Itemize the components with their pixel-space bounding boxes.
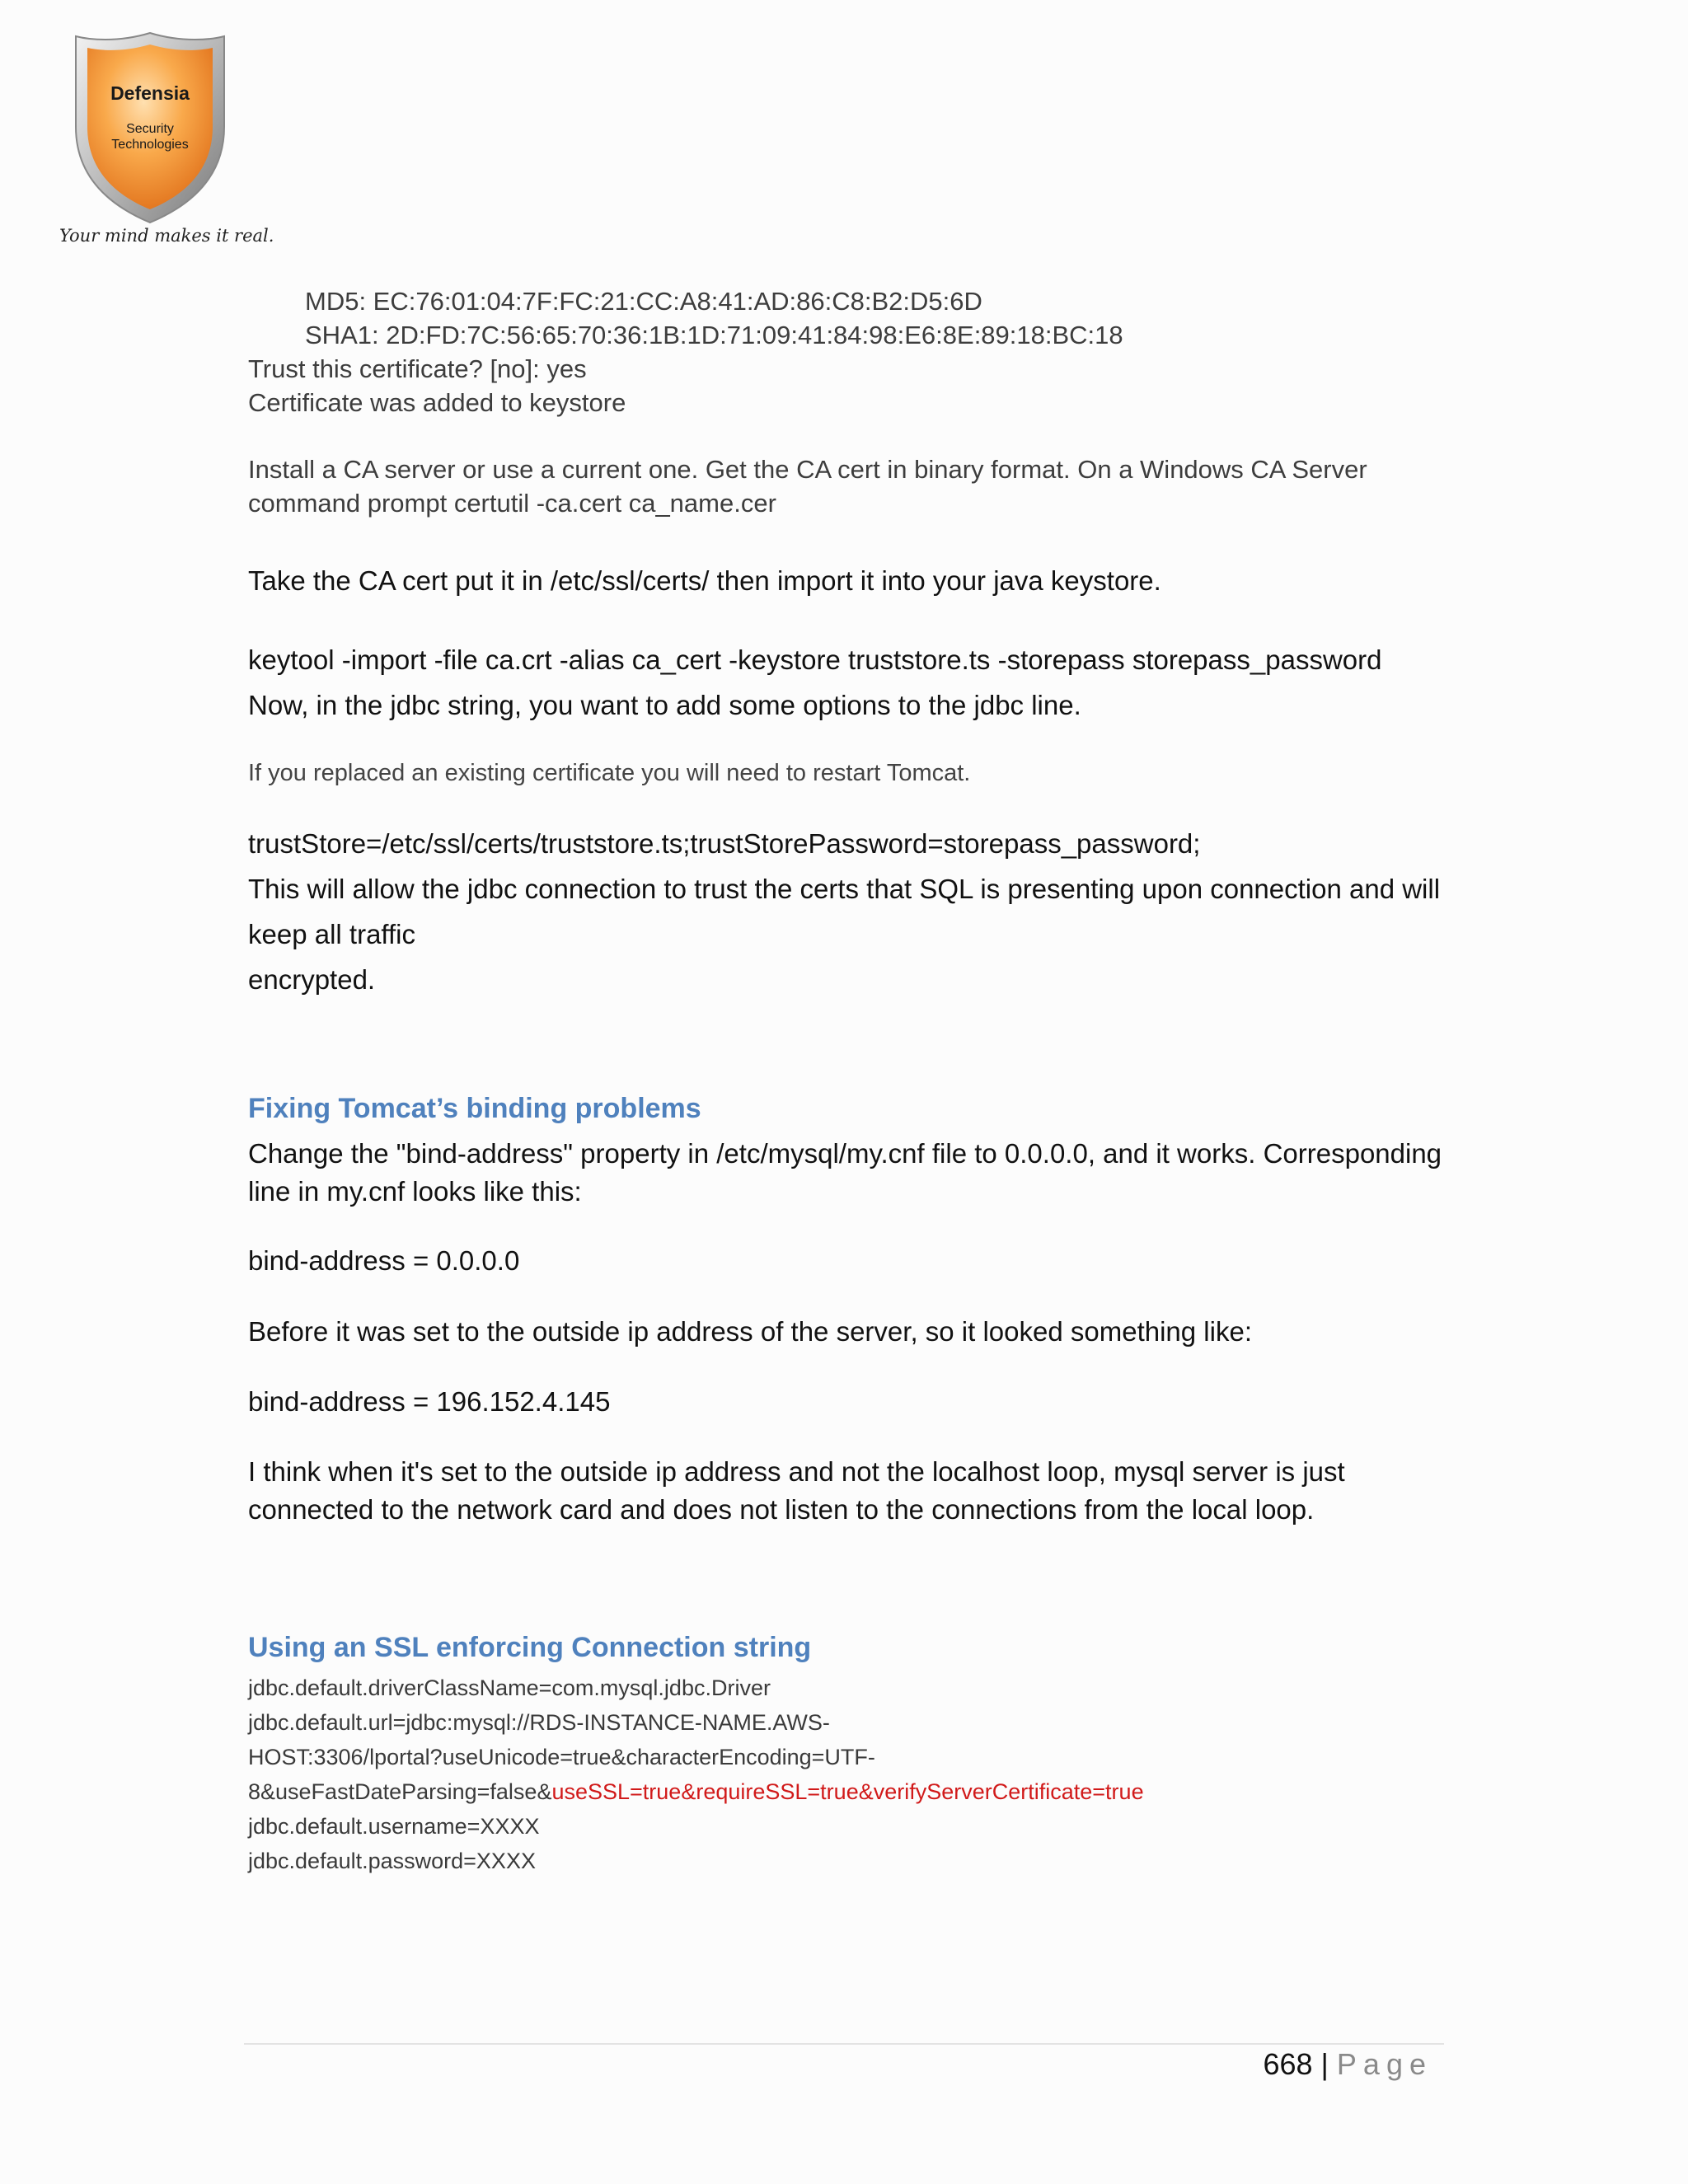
logo-brand: Defensia — [110, 82, 190, 104]
jdbc-line-4-plain: 8&useFastDateParsing=false& — [248, 1779, 552, 1804]
jdbc-line-3: HOST:3306/lportal?useUnicode=true&characterEncoding=UTF- — [248, 1745, 875, 1769]
cert-sha1: SHA1: 2D:FD:7C:56:65:70:36:1B:1D:71:09:41:84:98:E6:8E:89:18:BC:18 — [305, 321, 1123, 349]
section-heading-ssl: Using an SSL enforcing Connection string — [248, 1632, 812, 1663]
tomcat-note: If you replaced an existing certificate you will need to restart Tomcat. — [248, 760, 971, 786]
truststore-options: trustStore=/etc/ssl/certs/truststore.ts;trustStorePassword=storepass_password; — [248, 828, 1201, 859]
take-ca-text: Take the CA cert put it in /etc/ssl/certs/ then import it into your java keystore. — [248, 565, 1161, 596]
trust-explain-line2: keep all traffic — [248, 919, 415, 949]
footer-divider — [244, 2043, 1444, 2045]
logo-sub-line1: Security — [126, 122, 174, 136]
page-footer — [1263, 2047, 1432, 2082]
ca-instructions-line2: command prompt certutil -ca.cert ca_name.cer — [248, 489, 776, 518]
section-heading-binding: Fixing Tomcat’s binding problems — [248, 1093, 701, 1124]
binding-para2: Before it was set to the outside ip address of the server, so it looked something like: — [248, 1316, 1252, 1347]
jdbc-line-5: jdbc.default.username=XXXX — [248, 1814, 540, 1839]
page-number: 668 — [1263, 2047, 1313, 2081]
ca-instructions-line1: Install a CA server or use a current one. Get the CA cert in binary format. On a Windows CA Server — [248, 455, 1367, 484]
cert-trust-prompt: Trust this certificate? [no]: yes — [248, 354, 587, 383]
binding-para1: Change the "bind-address" property in /etc/mysql/my.cnf file to 0.0.0.0, and it works. Corresponding line in my.cnf looks like this: — [248, 1138, 1442, 1207]
logo-sub-line2: Technologies — [111, 138, 189, 152]
jdbc-line-6: jdbc.default.password=XXXX — [248, 1849, 536, 1873]
page-label: Page — [1336, 2047, 1432, 2081]
binding-para3: I think when it's set to the outside ip address and not the localhost loop, mysql server is just connected to the network card and does not listen to the connections from the local loop. — [248, 1456, 1345, 1525]
cert-added: Certificate was added to keystore — [248, 388, 626, 417]
trust-explain-line1: This will allow the jdbc connection to trust the certs that SQL is presenting upon connection and will — [248, 874, 1441, 904]
jdbc-note: Now, in the jdbc string, you want to add some options to the jdbc line. — [248, 690, 1081, 720]
jdbc-line-1: jdbc.default.driverClassName=com.mysql.jdbc.Driver — [248, 1675, 771, 1700]
jdbc-line-4-ssl-options: useSSL=true&requireSSL=true&verifyServerCertificate=true — [551, 1779, 1144, 1804]
bind-address-2: bind-address = 196.152.4.145 — [248, 1386, 611, 1417]
bind-address-1: bind-address = 0.0.0.0 — [248, 1245, 520, 1276]
cert-md5: MD5: EC:76:01:04:7F:FC:21:CC:A8:41:AD:86:C8:B2:D5:6D — [305, 287, 982, 316]
logo-tagline: Your mind makes it real. — [59, 226, 274, 246]
footer-separator: | — [1320, 2047, 1329, 2081]
keytool-command: keytool -import -file ca.crt -alias ca_cert -keystore truststore.ts -storepass storepass_password — [248, 644, 1382, 675]
jdbc-line-4 — [248, 1779, 1144, 1805]
trust-explain-line3: encrypted. — [248, 964, 376, 995]
jdbc-line-2: jdbc.default.url=jdbc:mysql://RDS-INSTANCE-NAME.AWS- — [248, 1710, 830, 1735]
company-logo — [59, 28, 241, 259]
